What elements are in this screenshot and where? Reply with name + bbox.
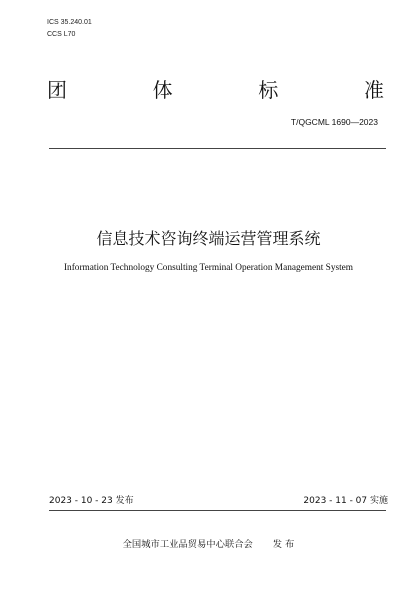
issuer-name: 全国城市工业品贸易中心联合会 — [122, 539, 253, 550]
standard-type-char: 体 — [152, 78, 173, 102]
standard-type-char: 团 — [47, 78, 67, 102]
bottom-divider — [49, 510, 386, 511]
issuer-line — [0, 539, 417, 551]
top-divider — [49, 148, 386, 149]
standard-type-char: 准 — [363, 78, 384, 102]
standard-number: T/QGCML 1690—2023 — [290, 117, 378, 127]
title-english: Information Technology Consulting Terminal Operation Management System — [63, 263, 354, 273]
publish-date: 2023 - 10 - 23 发布 — [49, 496, 134, 506]
issuer-action: 发 布 — [272, 539, 295, 550]
standard-type-char: 标 — [258, 78, 279, 102]
ics-code: ICS 35.240.01 — [47, 19, 92, 26]
standard-type-heading — [47, 78, 384, 102]
title-chinese: 信息技术咨询终端运营管理系统 — [96, 229, 321, 248]
ccs-code: CCS L70 — [47, 31, 76, 38]
implement-date: 2023 - 11 - 07 实施 — [303, 496, 388, 506]
